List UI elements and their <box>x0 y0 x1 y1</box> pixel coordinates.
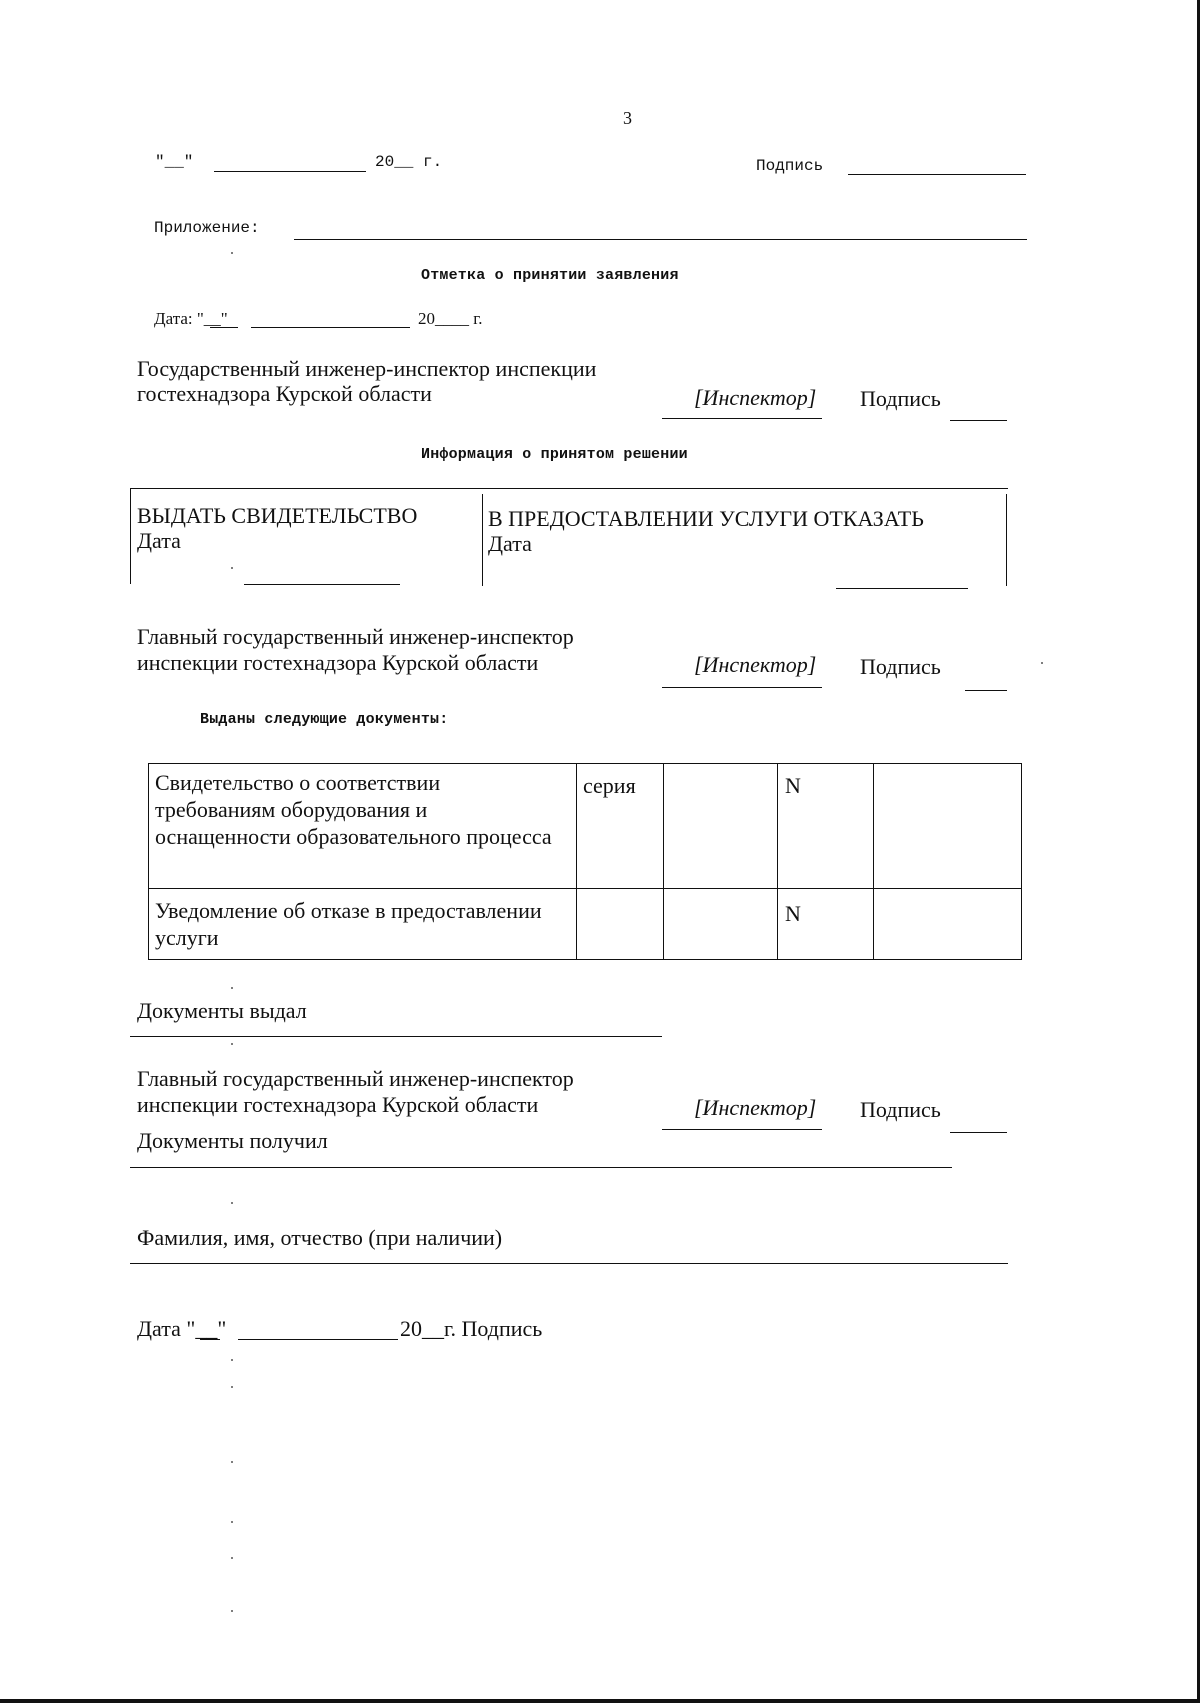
documents-heading: Выданы следующие документы: <box>200 711 449 728</box>
acceptance-position-line2: гостехнадзора Курской области <box>137 381 432 406</box>
received-by-line <box>130 1167 952 1168</box>
decision-box-left <box>130 488 131 584</box>
decision-box-top <box>130 488 1008 489</box>
decision-refuse-signature-line <box>836 588 968 589</box>
documents-table-border-bottom <box>148 959 1022 960</box>
attachment-line <box>294 239 1027 240</box>
decision-signature-line <box>965 690 1007 691</box>
documents-table-col-divider <box>777 763 778 959</box>
page-edge-bottom <box>0 1699 1200 1703</box>
acceptance-inspector: [Инспектор] <box>694 385 817 410</box>
issuance-inspector-line <box>662 1129 822 1130</box>
decision-issue-date: Дата <box>137 528 181 553</box>
documents-row-number-label: N <box>785 773 801 798</box>
decision-inspector: [Инспектор] <box>694 652 817 677</box>
decision-heading: Информация о принятом решении <box>421 446 688 463</box>
full-name-label: Фамилия, имя, отчество (при наличии) <box>137 1225 503 1250</box>
issuance-inspector: [Инспектор] <box>694 1095 817 1120</box>
acceptance-month-line <box>251 327 410 328</box>
acceptance-day-line <box>210 327 238 328</box>
decision-refuse-title: В ПРЕДОСТАВЛЕНИИ УСЛУГИ ОТКАЗАТЬ <box>488 506 924 531</box>
decision-issue-title: ВЫДАТЬ СВИДЕТЕЛЬСТВО <box>137 503 418 528</box>
final-day-line <box>200 1339 220 1340</box>
top-signature-line <box>848 174 1026 175</box>
issued-by-label: Документы выдал <box>137 998 307 1023</box>
documents-table-col-divider <box>576 763 577 959</box>
decision-issue-signature-line <box>244 584 400 585</box>
received-by-label: Документы получил <box>137 1128 328 1153</box>
acceptance-date-label: Дата: "__" <box>154 309 228 328</box>
decision-position-line1: Главный государственный инженер-инспектор <box>137 624 574 649</box>
decision-box-divider <box>482 494 483 586</box>
page-number: 3 <box>623 108 632 128</box>
decision-position-line2: инспекции гостехнадзора Курской области <box>137 650 539 675</box>
decision-box-right <box>1006 494 1007 586</box>
final-year-signature: 20__г. Подпись <box>400 1316 543 1341</box>
documents-table-border-left <box>148 763 149 959</box>
top-signature-label: Подпись <box>756 157 824 175</box>
decision-inspector-line <box>662 687 822 688</box>
issuance-signature-label: Подпись <box>860 1097 941 1122</box>
top-date-year: 20__ г. <box>375 153 443 171</box>
acceptance-position-line1: Государственный инженер-инспектор инспекции <box>137 356 597 381</box>
documents-table-col-divider <box>873 763 874 959</box>
decision-signature-label: Подпись <box>860 654 941 679</box>
issuance-position-line1: Главный государственный инженер-инспектор <box>137 1066 574 1091</box>
decision-refuse-date: Дата <box>488 531 532 556</box>
attachment-label: Приложение: <box>154 219 260 237</box>
issued-by-line <box>130 1036 662 1037</box>
documents-table-row-divider <box>148 888 1022 889</box>
full-name-line <box>130 1263 1008 1264</box>
documents-table-col-divider <box>663 763 664 959</box>
acceptance-year: 20____ г. <box>418 309 483 328</box>
final-month-line <box>238 1339 398 1340</box>
issuance-signature-line <box>950 1132 1007 1133</box>
acceptance-signature-line <box>950 420 1007 421</box>
top-date-month-line <box>214 171 366 172</box>
documents-row-name: Уведомление об отказе в предоставлении услуги <box>155 898 542 950</box>
final-date-label: Дата "__" <box>137 1316 227 1341</box>
documents-row-number-label: N <box>785 901 801 926</box>
issuance-position-line2: инспекции гостехнадзора Курской области <box>137 1092 539 1117</box>
documents-table-border-right <box>1021 763 1022 959</box>
documents-table-border-top <box>148 763 1022 764</box>
acceptance-signature-label: Подпись <box>860 386 941 411</box>
documents-row-name: Свидетельство о соответствии требованиям оборудования и оснащенности образовательного процесса <box>155 770 552 849</box>
documents-row-series-label: серия <box>583 773 636 798</box>
acceptance-inspector-line <box>662 418 822 419</box>
top-date-quote: "__" <box>155 153 194 171</box>
acceptance-heading: Отметка о принятии заявления <box>421 267 679 284</box>
